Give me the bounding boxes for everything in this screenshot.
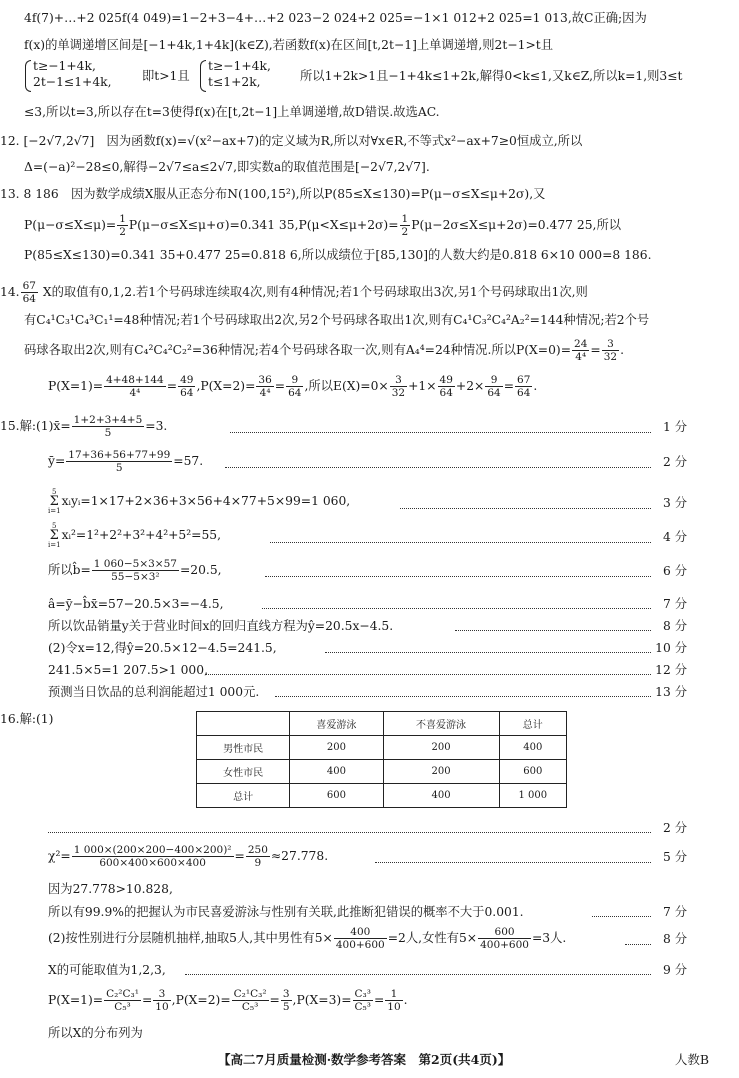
table-cell: 1 000 <box>499 784 566 808</box>
score-sampling: 8 分 <box>662 932 687 946</box>
denominator: 64 <box>22 293 36 305</box>
table-header-row <box>197 712 567 736</box>
p12-line-2: Δ=(−a)²−28≤0,解得−2√7≤a≤2√7,即实数a的取值范围是[−2√7,2√7]. <box>24 160 430 174</box>
table-header-cell: 总计 <box>499 712 566 736</box>
fraction <box>485 374 502 399</box>
score-values: 9 分 <box>662 963 687 977</box>
text: = <box>269 993 280 1007</box>
fraction <box>153 988 170 1013</box>
numerator: 3 <box>282 988 290 1000</box>
p12-line-1: [−2√7,2√7] 因为函数f(x)=√(x²−ax+7)的定义域为R,所以对∀x∈R,不等式x²−ax+7≥0恒成立,所以 <box>23 134 583 148</box>
p16-compare: 因为27.778>10.828, <box>48 882 173 896</box>
numerator: 600 <box>478 926 531 939</box>
numerator: 3 <box>602 338 619 351</box>
p16-values: X的可能取值为1,2,3, <box>48 963 166 977</box>
denominator: 64 <box>288 387 302 399</box>
fraction <box>178 374 195 399</box>
table-cell: 600 <box>499 760 566 784</box>
p16-distribution-lead: 所以X的分布列为 <box>48 1026 143 1040</box>
text: = <box>503 379 515 393</box>
system-a-row-1: t≥−1+4k, <box>33 59 96 73</box>
equals: = <box>590 343 601 357</box>
p11-tail-text: 所以1+2k>1且−1+4k≤1+2k,解得0<k≤1,又k∈Z,所以k=1,则3≤t <box>300 69 683 83</box>
text: ,P(X=2)= <box>171 993 231 1007</box>
denominator: 64 <box>439 387 453 399</box>
fraction <box>104 374 166 399</box>
numerator: 49 <box>439 374 453 386</box>
text: 解:(1) <box>19 712 54 726</box>
text: ,P(X=2)= <box>196 379 256 393</box>
sum-lower: i=1 <box>48 506 61 515</box>
text: =3人. <box>531 931 567 945</box>
fraction-p0-a <box>572 338 589 363</box>
text: xᵢyᵢ=1×17+2×36+3×56+4×77+5×99=1 060, <box>61 494 351 508</box>
sigma-icon: Σ <box>49 493 59 509</box>
table-cell: 400 <box>499 736 566 760</box>
fraction <box>353 988 373 1013</box>
p16-probabilities <box>48 984 408 1016</box>
score-1: 1 分 <box>662 420 687 434</box>
numerator: 9 <box>286 374 303 387</box>
denominator: 5 <box>115 462 123 474</box>
p15-row-6: â=ȳ−b̂x̄=57−20.5×3=−4.5, <box>48 597 224 611</box>
denominator: 5 <box>104 427 112 439</box>
score-2: 2 分 <box>662 455 687 469</box>
p12-block <box>0 132 582 150</box>
p13-line-2 <box>24 212 621 238</box>
p14-answer-fraction <box>21 280 38 305</box>
p16-conclusion: 所以有99.9%的把握认为市民喜爱游泳与性别有关联,此推断犯错误的概率不大于0.001. <box>48 905 524 919</box>
brace-left-b <box>200 60 206 92</box>
denominator: 400+600 <box>335 939 385 951</box>
p14-line-3 <box>24 336 624 364</box>
denominator: 64 <box>517 387 531 399</box>
p13-number: 13. <box>0 187 20 201</box>
p14-text-3: 码球各取出2次,则有C₄²C₄²C₂²=36种情况;若4个号码球各取一次,则有A₄⁴=24种情况.所以P(X=0)= <box>24 343 572 357</box>
denominator: 10 <box>387 1001 401 1013</box>
fraction <box>515 374 532 399</box>
table-header-cell <box>197 712 290 736</box>
denominator: 400+600 <box>480 939 529 951</box>
text: ≈27.778. <box>270 849 329 863</box>
score-8: 10 分 <box>655 641 687 655</box>
brace-left-a <box>25 60 31 92</box>
table-cell: 总计 <box>197 784 290 808</box>
table-cell: 400 <box>290 760 383 784</box>
numerator: 9 <box>485 374 502 387</box>
numerator: 250 <box>247 844 268 856</box>
text: . <box>403 993 408 1007</box>
sum-lower: i=1 <box>48 540 61 549</box>
numerator: 1 060−5×3×57 <box>93 558 177 570</box>
fraction <box>104 988 141 1013</box>
fraction <box>286 374 303 399</box>
numerator: C₃³ <box>354 988 371 1000</box>
table-cell: 200 <box>383 760 499 784</box>
denominator: 9 <box>254 857 262 869</box>
score-6: 7 分 <box>662 597 687 611</box>
p15-row-9: 241.5×5=1 207.5>1 000, <box>48 663 208 677</box>
score-4: 4 分 <box>662 530 687 544</box>
score-7: 8 分 <box>662 619 687 633</box>
table-header-cell: 喜爱游泳 <box>290 712 383 736</box>
text: P(X=1)= <box>48 379 104 393</box>
text: (2)按性别进行分层随机抽样,抽取5人,其中男性有5× <box>48 931 333 945</box>
table-row <box>197 760 567 784</box>
text: =57. <box>173 454 204 468</box>
p11-line-4: ≤3,所以t=3,所以存在t=3使得f(x)在[t,2t−1]上单调递增,故D错误.故选AC. <box>24 105 440 119</box>
numerator: 67 <box>22 280 36 292</box>
text: 解:(1)x̄= <box>19 419 71 433</box>
score-5: 6 分 <box>662 564 687 578</box>
numerator: 67 <box>517 374 531 386</box>
table-cell: 400 <box>383 784 499 808</box>
text: P(X=1)= <box>48 993 104 1007</box>
table-cell: 200 <box>383 736 499 760</box>
table-cell: 男性市民 <box>197 736 290 760</box>
p14-text-1: X的取值有0,1,2.若1个号码球连续取4次,则有4种情况;若1个号码球取出3次,另1个号码球取出1次,则 <box>42 285 588 299</box>
system-b-row-1: t≥−1+4k, <box>208 59 271 73</box>
fraction <box>438 374 455 399</box>
denominator: C₅³ <box>354 1001 371 1013</box>
numerator: 3 <box>390 374 407 387</box>
numerator: 1 000×(200×200−400×200)² <box>73 844 232 856</box>
p15-number: 15. <box>0 419 20 433</box>
fraction <box>256 374 273 399</box>
numerator: 1 <box>385 988 402 1001</box>
denominator: 10 <box>155 1001 169 1013</box>
p13-line-3: P(85≤X≤130)=0.341 35+0.477 25=0.818 6,所以成绩位于[85,130]的人数大约是0.818 6×10 000=8 186. <box>24 248 652 262</box>
p13-text-a: P(μ−σ≤X≤μ)= <box>24 218 117 232</box>
numerator: 49 <box>180 374 194 386</box>
p13-line-1: 8 186 因为数学成绩X服从正态分布N(100,15²),所以P(85≤X≤130)=P(μ−σ≤X≤μ+2σ),又 <box>23 187 546 201</box>
p13-block <box>0 185 545 203</box>
p13-text-c: P(μ−2σ≤X≤μ+2σ)=0.477 25,所以 <box>411 218 622 232</box>
p11-system-b <box>208 58 271 90</box>
fraction <box>390 374 407 399</box>
numerator: 4+48+144 <box>106 374 164 386</box>
p11-mid-text: 即t>1且 <box>142 69 190 83</box>
numerator: C₂²C₃¹ <box>106 988 139 1000</box>
footer-edition: 人教B <box>674 1052 709 1067</box>
p14-line-1 <box>0 278 588 306</box>
denominator: 4⁴ <box>575 351 587 363</box>
denominator: C₅³ <box>114 1001 131 1013</box>
table-cell: 女性市民 <box>197 760 290 784</box>
table-row <box>197 736 567 760</box>
p16-number: 16. <box>0 712 20 726</box>
numerator: 3 <box>153 988 170 1001</box>
p16-intro <box>0 710 53 728</box>
text: xᵢ²=1²+2²+3²+4²+5²=55, <box>61 528 222 542</box>
numerator: 24 <box>574 338 588 350</box>
table-cell: 600 <box>290 784 383 808</box>
p14-number: 14. <box>0 285 20 299</box>
numerator: 1 <box>119 213 126 225</box>
numerator: 400 <box>334 926 387 939</box>
table-cell: 200 <box>290 736 383 760</box>
denominator: 5 <box>282 1001 290 1013</box>
score-table: 2 分 <box>662 821 687 835</box>
sum-upper: 5 <box>52 487 57 496</box>
score-9: 12 分 <box>655 663 687 677</box>
denominator: 4⁴ <box>259 387 271 399</box>
text: = <box>234 849 245 863</box>
system-a-row-2: 2t−1≤1+4k, <box>33 75 112 89</box>
fraction-half-1 <box>117 213 128 238</box>
period: . <box>620 343 625 357</box>
numerator: 1 <box>401 213 409 225</box>
score-10: 13 分 <box>655 685 687 699</box>
denominator: 2 <box>119 226 126 238</box>
fraction <box>281 988 292 1013</box>
fraction-p0-b <box>602 338 619 363</box>
sigma-icon: Σ <box>49 527 59 543</box>
text: =3. <box>145 419 168 433</box>
fraction <box>385 988 402 1013</box>
fraction <box>232 988 269 1013</box>
denominator: 600×400×600×400 <box>99 857 206 869</box>
text: = <box>141 993 153 1007</box>
p11-system-a <box>33 58 112 90</box>
contingency-table <box>196 711 567 808</box>
text: 所以b̂= <box>48 563 91 577</box>
text: +2× <box>455 379 485 393</box>
sum-upper: 5 <box>52 521 57 530</box>
p15-row-10: 预测当日饮品的总利润能超过1 000元. <box>48 685 260 699</box>
p14-line-2: 有C₄¹C₃¹C₄³C₁¹=48种情况;若1个号码球取出2次,另2个号码球各取出1次,则有C₄¹C₃²C₄²A₂²=144种情况;若2个号 <box>24 313 650 327</box>
p14-line-4: P(X=1)= $\frac{4+48+144}{\text{4⁴}}$ = $\frac{49}{64}$ ,P(X=2)= $\frac{36}{\text{4⁴}}$ = $\frac{9}{64}$ ,所以E(X)=0× $\frac{3}{32}$ +1× $\frac{49}{64}$ +2× $\frac{9}{64}$ = $\frac{67}{64}$ . <box>48 374 538 399</box>
text: χ²= <box>48 849 71 863</box>
denominator: 32 <box>603 351 618 363</box>
denominator: 32 <box>391 387 406 399</box>
system-b-row-2: t≤1+2k, <box>208 75 261 89</box>
table-header-cell: 不喜爱游泳 <box>383 712 499 736</box>
text: . <box>533 379 538 393</box>
denominator: 4⁴ <box>129 387 141 399</box>
denominator: 55−5×3² <box>111 571 160 583</box>
table-row <box>197 784 567 808</box>
denominator: C₅³ <box>241 1001 259 1013</box>
p15-row-7: 所以饮品销量y关于营业时间x的回归直线方程为ŷ=20.5x−4.5. <box>48 619 394 633</box>
score-3: 3 分 <box>662 496 687 510</box>
fraction-half-2 <box>400 213 411 238</box>
text: ȳ= <box>48 454 66 468</box>
text: ,P(X=3)= <box>292 993 352 1007</box>
denominator: 64 <box>180 387 194 399</box>
text: =20.5, <box>179 563 222 577</box>
text: ,所以E(X)=0× <box>304 379 389 393</box>
p11-line-1: 4f(7)+…+2 025f(4 049)=1−2+3−4+…+2 023−2 024+2 025=−1×1 012+2 025=1 013,故C正确;因为 <box>24 11 647 25</box>
text: +1× <box>408 379 437 393</box>
denominator: 2 <box>401 226 409 238</box>
denominator: 64 <box>487 387 501 399</box>
p12-number: 12. <box>0 134 20 148</box>
numerator: C₂¹C₃² <box>233 988 267 1000</box>
text: = <box>373 993 385 1007</box>
footer-title: 【高二7月质量检测·数学参考答案 第2页(共4页)】 <box>218 1052 511 1067</box>
p11-line-2: f(x)的单调递增区间是[−1+4k,1+4k](k∈Z),若函数f(x)在区间[t,2t−1]上单调递增,则2t−1>t且 <box>24 38 553 52</box>
numerator: 1+2+3+4+5 <box>73 414 143 426</box>
score-conclusion: 7 分 <box>662 905 687 919</box>
numerator: 36 <box>258 374 272 386</box>
score-chi: 5 分 <box>662 850 687 864</box>
text: =2人,女性有5× <box>387 931 478 945</box>
p15-row-8: (2)令x=12,得ŷ=20.5×12−4.5=241.5, <box>48 641 277 655</box>
p13-text-b: P(μ−σ≤X≤μ+σ)=0.341 35,P(μ<X≤μ+2σ)= <box>128 218 399 232</box>
numerator: 17+36+56+77+99 <box>68 449 171 461</box>
